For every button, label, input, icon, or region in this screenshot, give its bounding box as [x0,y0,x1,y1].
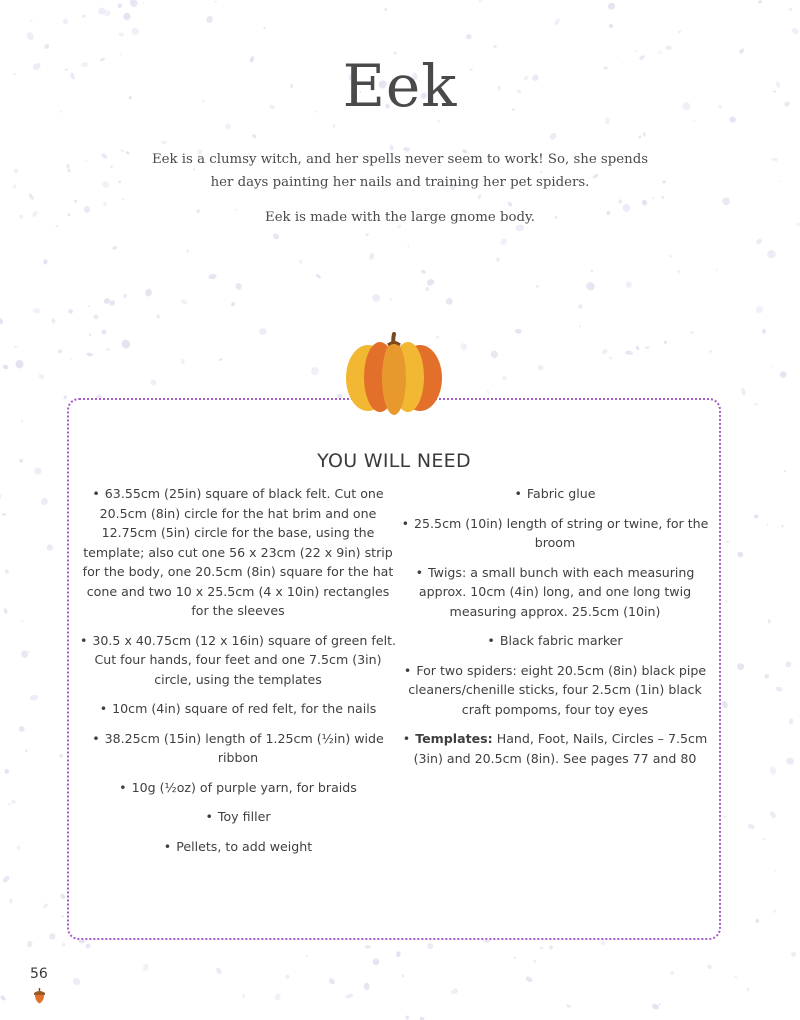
speckle [16,845,21,850]
speckle [791,27,800,35]
speckle [120,338,131,349]
speckle [101,180,111,190]
speckle [479,0,482,3]
speckle [724,815,727,818]
speckle [663,340,667,344]
speckle [19,215,24,219]
materials-right-column [399,484,711,778]
speckle [553,18,560,27]
speckle [768,810,777,819]
speckle [693,120,695,122]
speckle [328,977,336,985]
speckle [18,725,26,732]
speckle [112,245,118,250]
speckle [2,364,9,370]
speckle [42,903,48,910]
speckle [9,898,12,903]
speckle [2,513,6,516]
speckle [45,543,54,552]
speckle [120,149,125,153]
speckle [607,2,616,11]
speckle [590,269,593,272]
speckle [57,349,63,355]
speckle [251,133,257,139]
list-item: • 25.5cm (10in) length of string or twine, for the broom [401,515,709,550]
speckle [85,160,88,163]
speckle [0,995,6,1002]
speckle [30,20,33,22]
speckle [10,799,17,805]
list-item: • Fabric glue [399,484,711,504]
speckle [51,318,56,324]
speckle [241,994,245,999]
speckle [7,803,11,806]
list-item: • Twigs: a small bunch with each measuring approx. 10cm (4in) long, and one long twig measuring approx. 25.5cm (10in) [415,564,695,619]
speckle [450,987,459,995]
speckle [31,210,38,218]
speckle [14,359,25,370]
speckle [103,202,108,208]
speckle [766,249,776,258]
speckle [62,943,66,947]
speckle [490,349,500,359]
speckle [566,1004,572,1009]
speckle [549,945,554,950]
speckle [753,514,759,520]
speckle [788,718,793,725]
speckle [496,257,499,262]
speckle [644,346,650,350]
speckle [536,285,540,289]
speckle [101,329,107,335]
speckle [670,970,675,976]
speckle [404,1015,410,1020]
speckle [725,600,728,603]
speckle [219,358,223,361]
speckle [444,297,454,306]
speckle [389,298,392,301]
speckle [762,838,766,842]
speckle [149,378,158,387]
list-item: • For two spiders: eight 20.5cm (8in) black pipe cleaners/chenille sticks, four 2.5cm (1in) black craft pompoms, four toy eyes [403,662,707,717]
speckle [669,254,673,258]
speckle [548,132,558,141]
speckle [21,620,24,623]
speckle [652,196,655,199]
speckle [142,2,144,4]
speckle [721,196,731,206]
bullet-icon: • [403,662,412,678]
speckle [762,329,767,334]
speckle [754,305,764,315]
speckle [63,395,68,400]
speckle [788,7,792,11]
speckle [770,365,773,368]
speckle [502,375,507,380]
speckle [609,356,613,359]
speckle [67,168,72,173]
speckle [660,195,665,200]
speckle [81,14,85,18]
speckle [371,293,381,303]
speckle [86,352,93,357]
speckle [466,34,472,40]
list-item: • 30.5 x 40.75cm (12 x 16in) square of green felt. Cut four hands, four feet and one 7.5cm (3in) circle, using the templates [79,632,397,687]
speckle [41,498,49,506]
speckle [4,768,10,774]
speckle [790,951,797,958]
speckle [651,1003,660,1011]
speckle [600,940,606,946]
speckle [754,402,758,406]
speckle [48,932,57,941]
speckle [487,390,489,393]
speckle [130,26,141,37]
speckle [117,3,122,9]
speckle [21,650,28,658]
bullet-icon: • [401,515,410,531]
speckle [144,288,153,297]
speckle [332,124,336,128]
speckle [426,942,434,950]
speckle [67,213,70,216]
bullet-icon: • [99,701,108,716]
speckle [21,420,24,423]
bullet-icon: • [119,779,127,795]
speckle [205,15,214,24]
speckle [741,387,747,396]
speckle [180,298,188,305]
speckle [658,1003,661,1006]
bullet-icon: • [402,731,411,746]
speckle [767,619,771,624]
speckle [796,222,800,227]
speckle [579,325,581,328]
speckle [625,281,633,289]
speckle [638,135,642,139]
speckle [214,0,217,3]
speckle [180,358,185,365]
speckle [384,8,388,12]
speckle [726,540,730,543]
speckle [119,32,124,36]
speckle [786,757,794,765]
speckle [0,317,4,325]
speckle [14,345,17,348]
speckle [59,893,66,900]
speckle [365,945,371,948]
speckle [29,694,38,701]
speckle [129,0,139,8]
speckle [110,165,113,168]
speckle [85,942,92,949]
speckle [746,987,750,992]
list-item: • Black fabric marker [399,631,711,651]
speckle [259,328,267,335]
speckle [70,359,73,361]
speckle [401,974,404,978]
templates-label: Templates: [415,731,493,746]
materials-left-column [79,484,397,866]
speckle [84,206,90,213]
speckle [734,975,738,979]
templates-text: Hand, Foot, Nails, Circles – 7.5cm (3in) and 20.5cm (8in). See pages 77 and 80 [413,731,708,766]
speckle [426,278,436,287]
bullet-icon: • [205,809,213,824]
list-item: • 10g (½oz) of purple yarn, for braids [79,778,397,798]
speckle [123,293,128,298]
intro-note: Eek is made with the large gnome body. [264,210,535,225]
speckle [274,993,281,1001]
speckle [515,329,522,334]
you-will-need-heading: YOU WILL NEED [317,450,471,472]
speckle [44,43,51,50]
list-item: • 63.55cm (25in) square of black felt. Cut one 20.5cm (8in) circle for the hat brim and one 12.75cm (5in) circle for the base, using the template; also cut one 56 x 23cm (22 x 9in) strip for the body, one 20.5cm (8in) square for the hat cone and two 10 x 25.5cm (4 x 10in) rectangles for the sleeves [82,486,394,618]
bullet-icon: • [79,632,88,648]
speckle [758,0,763,4]
speckle [68,309,73,314]
speckle [774,870,777,873]
speckle [32,307,41,314]
speckle [781,525,785,528]
speckle [766,523,769,526]
speckle [601,348,609,355]
speckle [608,23,614,28]
speckle [142,963,149,972]
speckle [778,180,781,183]
speckle [208,274,217,280]
speckle [13,168,19,174]
speckle [118,180,122,183]
page-number: 56 [30,966,48,982]
bullet-icon: • [514,486,522,501]
speckle [493,45,497,48]
speckle [25,31,35,41]
speckle [420,269,426,274]
speckle [100,152,108,159]
speckle [747,823,755,829]
speckle [59,754,64,758]
speckle [72,977,82,987]
speckle [459,342,469,352]
speckle [230,301,235,306]
speckle [784,661,792,669]
speckle [533,960,536,963]
speckle [419,1016,424,1020]
speckle [736,550,744,558]
speckle [306,955,309,958]
speckle [772,157,778,161]
acorn-icon [33,988,46,1004]
speckle [19,458,24,463]
speckle [4,569,10,575]
speckle [425,287,429,292]
speckle [38,373,45,380]
speckle [513,956,516,959]
speckle [73,199,77,203]
templates-item [399,729,711,768]
speckle [3,608,9,615]
speckle [28,192,35,200]
speckle [537,364,544,371]
speckle [310,366,320,376]
speckle [62,18,69,25]
speckle [161,140,167,144]
speckle [0,494,2,500]
speckle [676,269,681,273]
speckle [690,331,694,334]
speckle [315,273,321,279]
speckle [122,11,132,21]
bullet-icon: • [92,486,100,501]
intro [150,148,650,241]
speckle [215,967,223,975]
speckle [263,27,266,30]
you-will-need-box [67,398,721,940]
speckle [764,674,770,680]
speckle [678,30,681,33]
bullet-icon: • [92,730,100,746]
speckle [577,303,583,309]
speckle [364,983,370,991]
speckle [438,120,441,123]
speckle [662,180,667,184]
speckle [93,314,99,320]
speckle [26,940,33,948]
bullet-icon: • [163,838,172,854]
bullet-icon: • [415,564,424,580]
speckle [709,350,713,353]
speckle [43,259,48,265]
speckle [24,749,28,753]
speckle [635,345,640,350]
speckle [706,964,712,970]
speckle [89,333,92,336]
speckle [235,282,243,291]
speckle [285,974,290,979]
speckle [13,184,17,188]
speckle [34,467,42,475]
speckle [755,238,763,246]
speckle [755,918,760,923]
speckle [27,650,30,653]
speckle [775,686,783,693]
speckle [125,151,130,155]
speckle [372,958,379,966]
speckle [773,909,776,913]
list-item: • 10cm (4in) square of red felt, for the nails [79,699,397,719]
speckle [224,122,232,130]
speckle [299,259,303,264]
speckle [779,371,787,378]
intro-text: Eek is a clumsy witch, and her spells never seem to work! So, she spends her days painting her nails and training her pet spiders. [151,152,649,190]
page-title: Eek [342,52,458,120]
list-item: • 38.25cm (15in) length of 1.25cm (½in) wide ribbon [92,730,384,765]
speckle [122,198,125,201]
speckle [525,975,534,983]
list-item: • Pellets, to add weight [79,837,397,857]
speckle [721,700,729,709]
speckle [625,350,633,355]
speckle [395,951,401,958]
speckle [716,269,718,271]
speckle [665,45,672,50]
speckle [642,132,646,137]
speckle [770,766,777,775]
speckle [737,663,745,670]
speckle [61,915,64,917]
speckle [66,163,71,169]
speckle [106,348,110,351]
speckle [369,252,376,260]
bullet-icon: • [487,633,495,648]
speckle [156,313,162,319]
speckle [55,225,58,228]
list-item: • Toy filler [79,807,397,827]
pumpkin-icon [344,330,444,416]
speckle [345,993,354,999]
speckle [540,946,543,949]
speckle [186,249,190,254]
speckle [784,470,787,473]
speckle [87,305,90,308]
speckle [585,281,595,291]
speckle [1,875,10,884]
speckle [407,245,409,248]
